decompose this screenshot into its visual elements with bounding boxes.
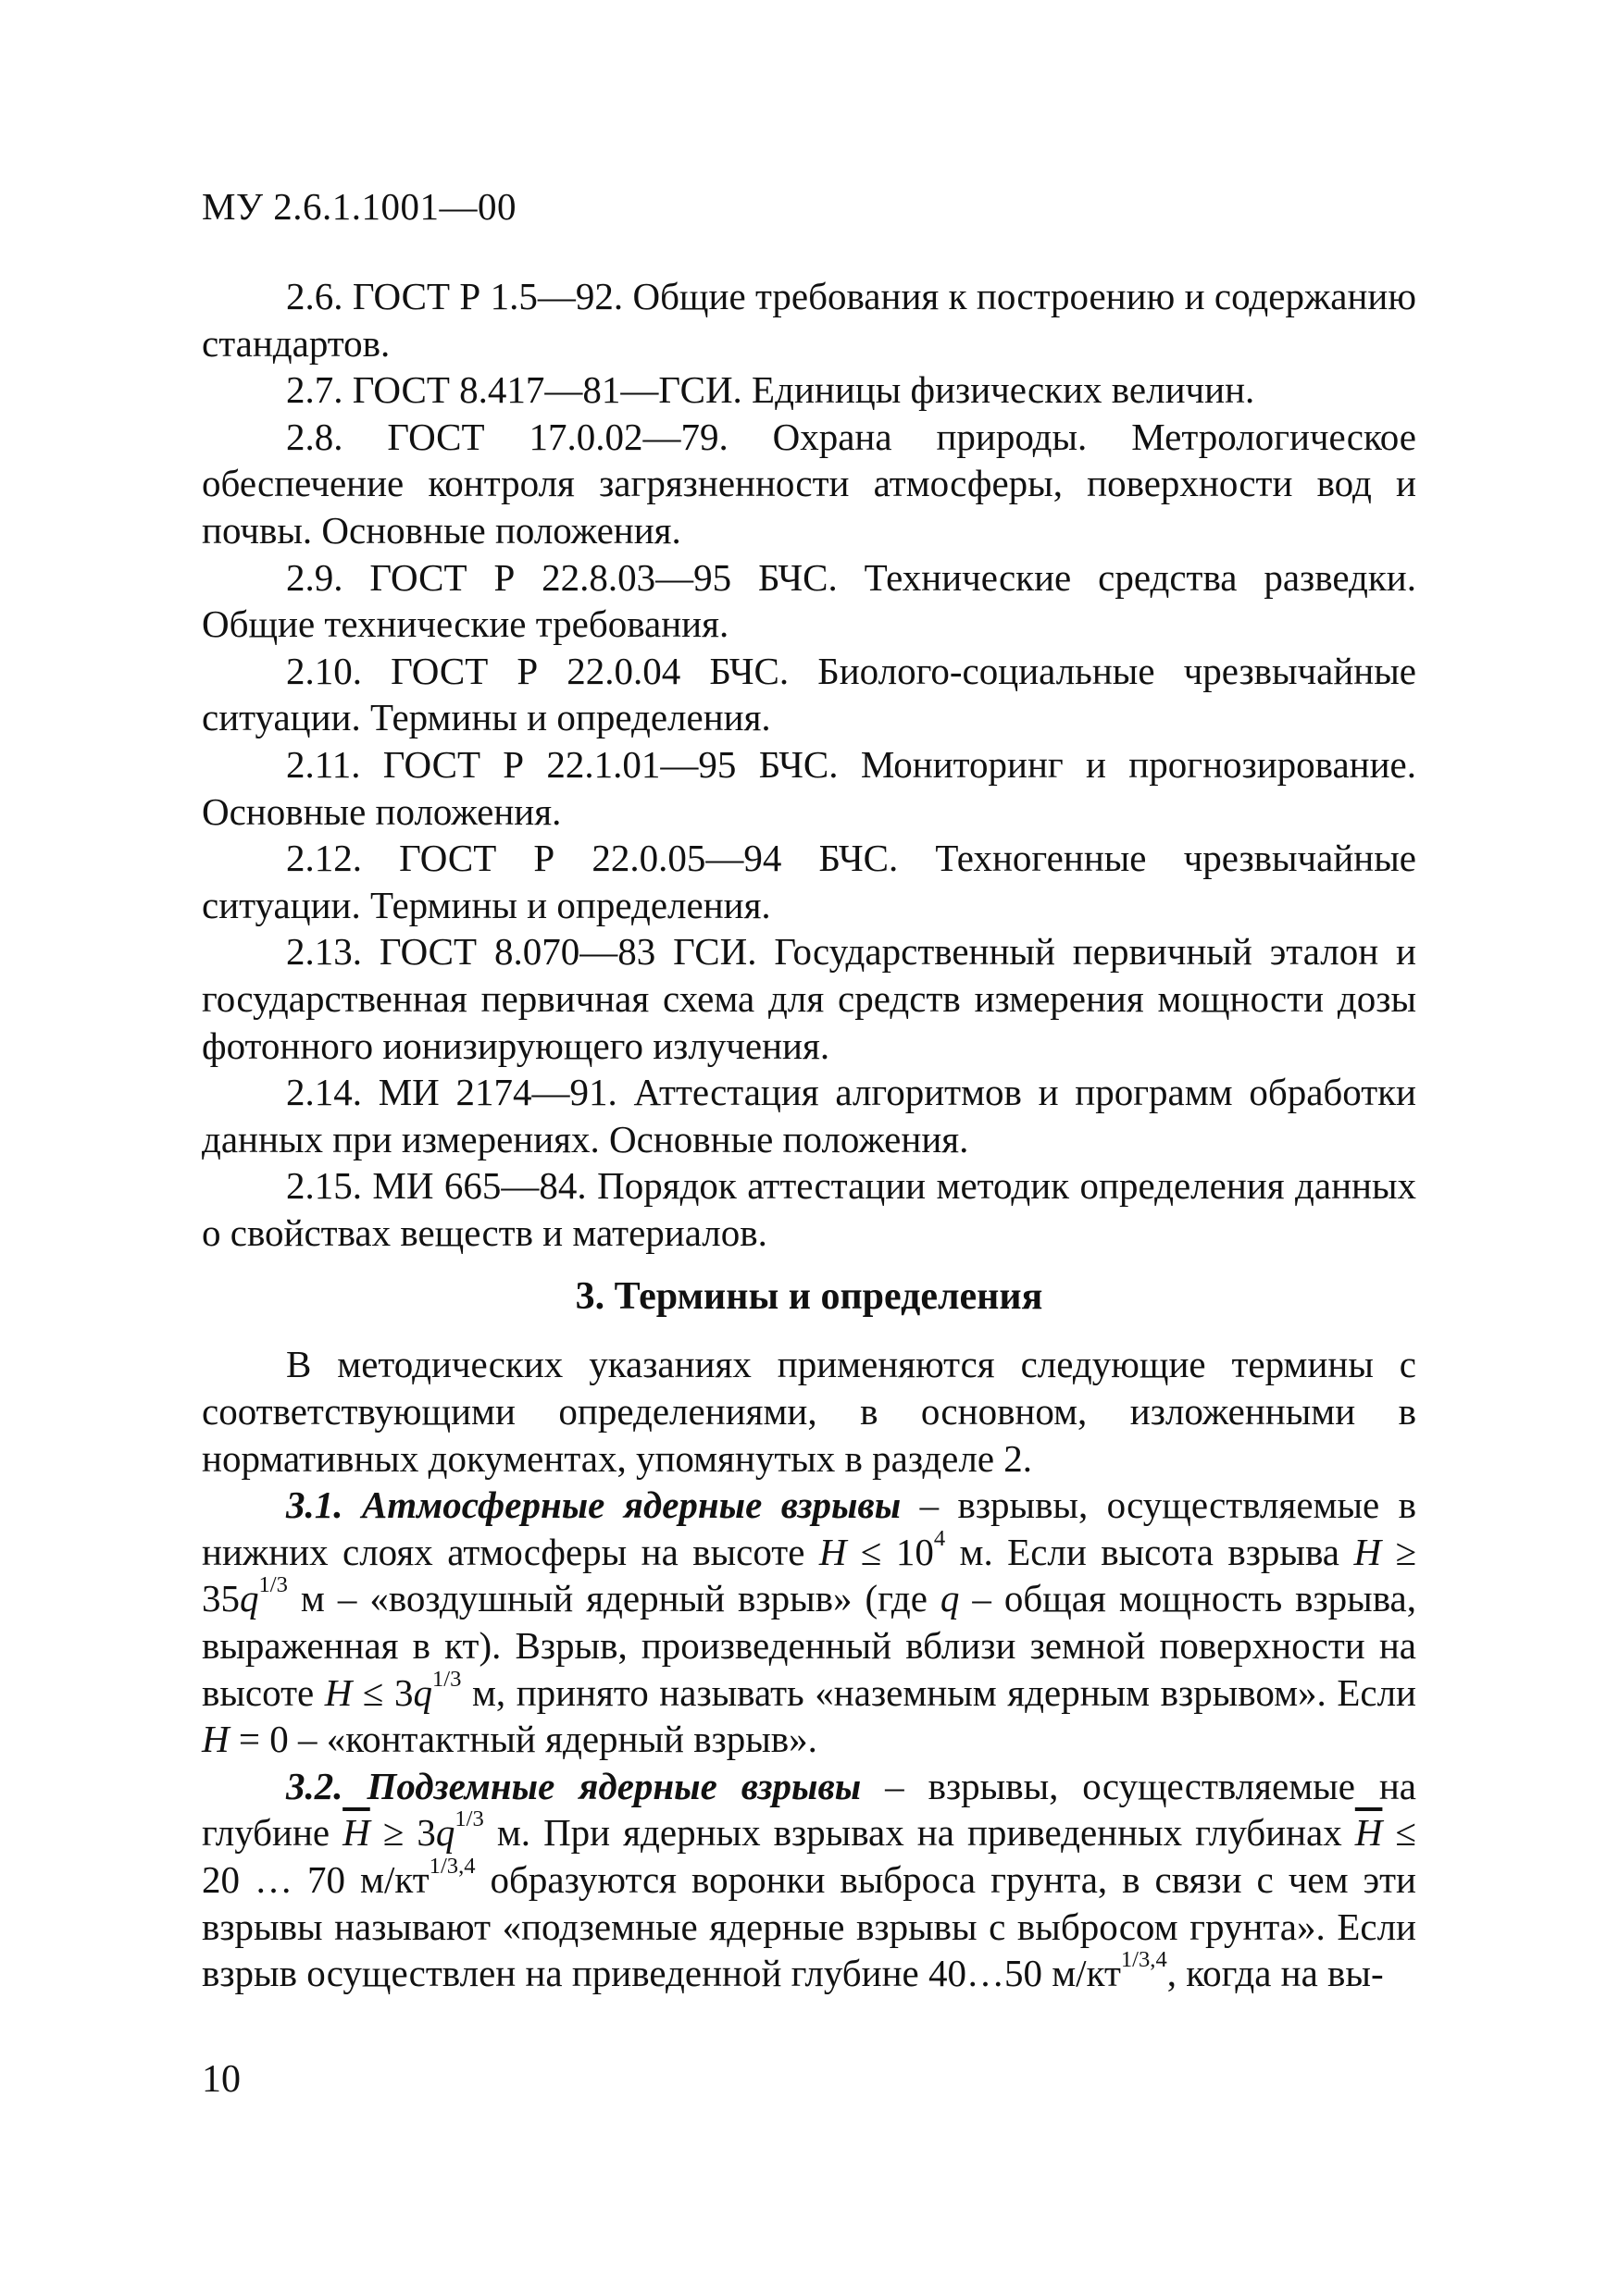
term-text: , когда на вы- <box>1166 1952 1384 1995</box>
page-body <box>202 273 1416 1997</box>
math-exponent: 1/3,4 <box>429 1854 476 1880</box>
math-coefficient: 35 <box>202 1577 240 1620</box>
reference-2-10: 2.10. ГОСТ Р 22.0.04 БЧС. Биолого-социальные чрезвычайные ситуации. Термины и определения. <box>202 649 1416 739</box>
term-text: м, принято называть «наземным ядерным взрывом». Если <box>461 1670 1416 1714</box>
math-var-h: H <box>1353 1530 1382 1573</box>
term-underground-explosions <box>202 1763 1416 1997</box>
math-var-h: H <box>324 1670 353 1714</box>
math-var-q: q <box>240 1577 259 1620</box>
math-exponent: 1/3 <box>258 1572 288 1598</box>
term-text: 20 … 70 м/кт <box>202 1858 430 1901</box>
math-var-h-overline: $\overline{H}$ <box>342 1811 370 1855</box>
term-text: – взрывы, осуществляемые в нижних слоях атмосферы на высоте <box>202 1483 1416 1573</box>
term-text: – взрывы, осуществляемые на глубине <box>202 1764 1416 1855</box>
term-text: – общая мощность взрыва, выраженная в кт). Взрыв, произведенный вблизи земной поверхности на высоте <box>202 1577 1416 1714</box>
term-text: м – «воздушный ядерный взрыв» (где <box>287 1577 940 1620</box>
reference-2-13: 2.13. ГОСТ 8.070—83 ГСИ. Государственный первичный эталон и государственная первичная схема для средств измерения мощности дозы фотонного ионизирующего излучения. <box>202 930 1416 1067</box>
reference-2-15: 2.15. МИ 665—84. Порядок аттестации методик определения данных о свойствах веществ и материалов. <box>202 1164 1416 1254</box>
math-exponent: 1/3 <box>455 1806 484 1832</box>
term-title: 3.1. Атмосферные ядерные взрывы <box>286 1483 902 1527</box>
section-heading: 3. Термины и определения <box>575 1275 1043 1319</box>
math-var-q: q <box>940 1577 960 1620</box>
math-exponent: 4 <box>933 1525 946 1551</box>
term-text: – «контактный ядерный взрыв». <box>288 1718 817 1761</box>
math-exponent: 1/3 <box>431 1666 462 1692</box>
reference-2-9: 2.9. ГОСТ Р 22.8.03—95 БЧС. Технические средства разведки. Общие технические требования. <box>202 555 1416 646</box>
reference-2-14: 2.14. МИ 2174—91. Аттестация алгоритмов и программ обработки данных при измерениях. Основные положения. <box>202 1071 1416 1160</box>
math-var-h: H <box>818 1530 847 1573</box>
math-relation: ≤ <box>1382 1811 1416 1855</box>
math-relation: ≥ 3 <box>369 1811 436 1855</box>
reference-2-7: 2.7. ГОСТ 8.417—81—ГСИ. Единицы физических величин. <box>286 368 1255 412</box>
math-relation: ≤ <box>846 1530 896 1573</box>
reference-2-8: 2.8. ГОСТ 17.0.02—79. Охрана природы. Метрологическое обеспечение контроля загрязненности атмосферы, поверхности вод и почвы. Основные положения. <box>202 415 1416 552</box>
section-intro: В методических указаниях применяются следующие термины с соответствующими определениями, в основном, изложенными в нормативных документах, упомянутых в разделе 2. <box>202 1343 1416 1480</box>
reference-2-11: 2.11. ГОСТ Р 22.1.01—95 БЧС. Мониторинг и прогнозирование. Основные положения. <box>202 742 1416 833</box>
term-text: образуются воронки выброса грунта, в связи с чем эти взрывы называют «подземные ядерные взрывы с выбросом грунта». Если взрыв осуществлен на приведенной глубине 40…50 м/кт <box>202 1858 1416 1995</box>
math-var-q: q <box>435 1811 455 1855</box>
math-var-h-overline: $\overline{H}$ <box>1354 1811 1383 1855</box>
math-base: 10 <box>895 1530 934 1573</box>
page-number: 10 <box>202 2058 241 2101</box>
term-text: м. При ядерных взрывах на приведенных глубинах <box>483 1811 1355 1855</box>
math-var-h: H <box>202 1718 230 1761</box>
math-relation: ≤ 3 <box>352 1670 414 1714</box>
math-relation: = 0 <box>229 1718 289 1761</box>
math-var-q: q <box>413 1670 432 1714</box>
term-title: 3.2. Подземные ядерные взрывы <box>286 1764 862 1807</box>
reference-2-6: 2.6. ГОСТ Р 1.5—92. Общие требования к построению и содержанию стандартов. <box>202 275 1416 365</box>
term-text: м. Если высота взрыва <box>945 1530 1354 1573</box>
running-header: МУ 2.6.1.1001—00 <box>202 185 517 228</box>
term-atmospheric-explosions <box>202 1482 1416 1763</box>
math-exponent: 1/3,4 <box>1120 1947 1167 1973</box>
math-relation: ≥ <box>1381 1530 1416 1573</box>
reference-2-12: 2.12. ГОСТ Р 22.0.05—94 БЧС. Техногенные чрезвычайные ситуации. Термины и определения. <box>202 837 1416 926</box>
